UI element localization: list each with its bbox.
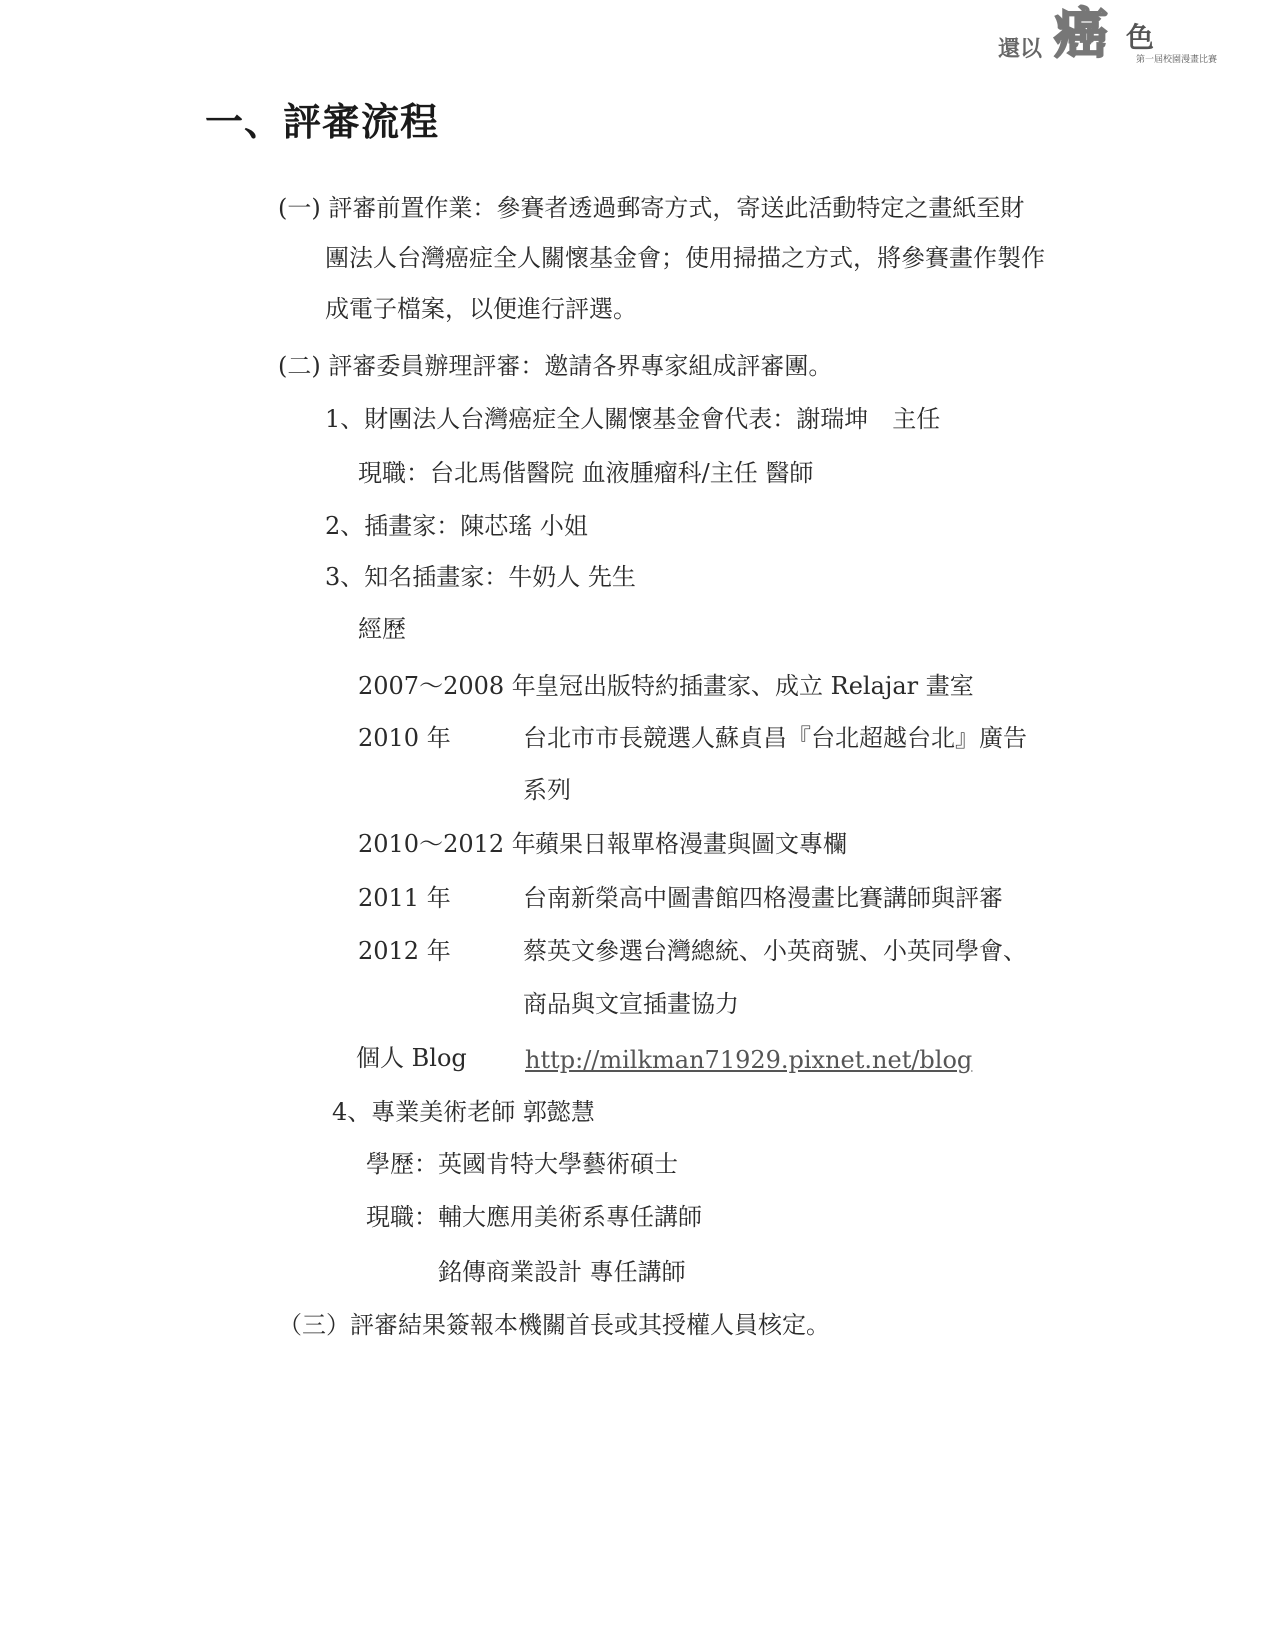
- logo-subtitle: 第一屆校園漫畫比賽: [1136, 55, 1218, 65]
- contest-logo: [998, 4, 1218, 70]
- section3-line1: （三）評審結果簽報本機關首長或其授權人員核定。: [278, 1311, 830, 1339]
- section2-intro: (二) 評審委員辦理評審：邀請各界專家組成評審團。: [278, 352, 833, 380]
- judge2-line1: 2、插畫家：陳芯瑤 小姐: [325, 512, 588, 540]
- section1-line3: 成電子檔案，以便進行評選。: [325, 295, 637, 323]
- judge1-line2: 現職：台北馬偕醫院 血液腫瘤科/主任 醫師: [358, 459, 814, 487]
- blog-label: 個人 Blog: [356, 1044, 467, 1072]
- exp-year: 2010～2012 年: [358, 830, 536, 858]
- judge4-education: 學歷：英國肯特大學藝術碩士: [366, 1150, 678, 1178]
- exp-desc: 皇冠出版特約插畫家、成立 Relajar 畫室: [535, 672, 974, 700]
- exp-year: 2007～2008 年: [358, 672, 536, 700]
- judge1-line1: 1、財團法人台灣癌症全人關懷基金會代表：謝瑞坤 主任: [325, 405, 941, 433]
- section1-line2: 團法人台灣癌症全人關懷基金會；使用掃描之方式，將參賽畫作製作: [325, 244, 1045, 272]
- exp-year: 2010 年: [358, 724, 451, 752]
- exp-desc-continued: 商品與文宣插畫協力: [523, 990, 739, 1018]
- exp-year: 2011 年: [358, 884, 451, 912]
- exp-year: 2012 年: [358, 937, 451, 965]
- logo-text-part2: 癌: [1054, 2, 1108, 65]
- exp-desc: 台北市市長競選人蘇貞昌『台北超越台北』廣告: [523, 724, 1027, 752]
- blog-link[interactable]: http://milkman71929.pixnet.net/blog: [525, 1046, 973, 1074]
- exp-desc: 蘋果日報單格漫畫與圖文專欄: [535, 830, 847, 858]
- judge3-exp-label: 經歷: [358, 615, 406, 643]
- exp-desc: 蔡英文參選台灣總統、小英商號、小英同學會、: [523, 937, 1027, 965]
- exp-desc-continued: 系列: [523, 776, 571, 804]
- logo-text-part3: 色: [1126, 21, 1155, 54]
- page-heading: 一、評審流程: [205, 99, 440, 144]
- logo-text-part1: 還以: [998, 37, 1043, 62]
- judge4-job2: 銘傳商業設計 專任講師: [438, 1258, 686, 1286]
- judge4-line1: 4、專業美術老師 郭懿慧: [332, 1098, 595, 1126]
- judge4-job1: 現職：輔大應用美術系專任講師: [366, 1203, 702, 1231]
- judge3-line1: 3、知名插畫家：牛奶人 先生: [325, 563, 636, 591]
- exp-desc: 台南新榮高中圖書館四格漫畫比賽講師與評審: [523, 884, 1003, 912]
- section1-line1: (一) 評審前置作業：參賽者透過郵寄方式，寄送此活動特定之畫紙至財: [278, 194, 1025, 222]
